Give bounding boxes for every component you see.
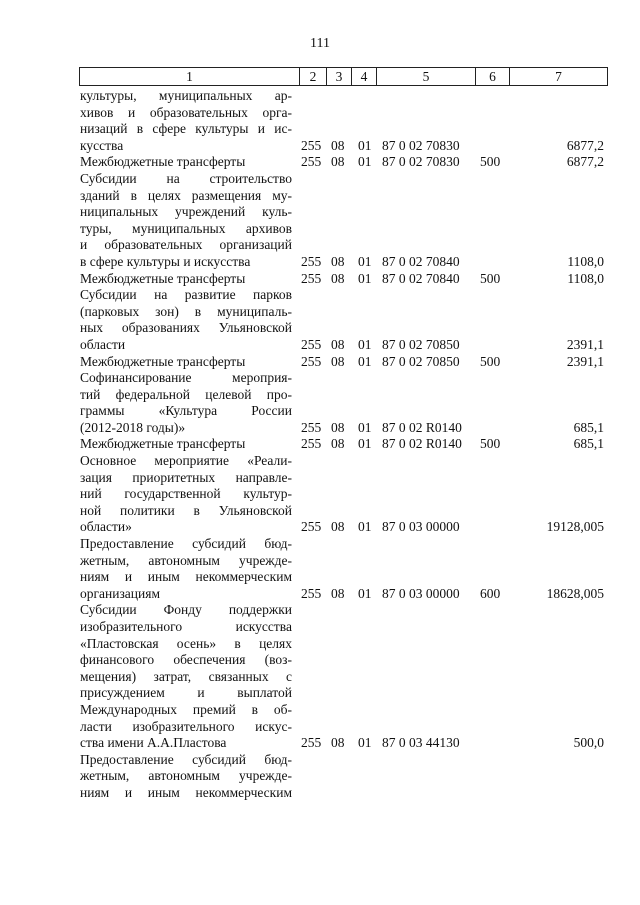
row-name-line: ниям и иным некоммерческим [80, 569, 292, 585]
row-name-line: (парковых зон) в муниципаль- [80, 303, 292, 319]
row-name-line: зданий в целях размещения му- [80, 187, 292, 203]
subsection-code: 01 [358, 336, 372, 352]
row-name-line: Предоставление субсидий бюд- [80, 751, 292, 767]
row-name-line: и образовательных организаций [80, 237, 292, 253]
amount-value: 18628,005 [546, 585, 604, 601]
header-col-amount: 7 [509, 68, 607, 85]
admin-code: 255 [301, 137, 322, 153]
admin-code: 255 [301, 154, 322, 170]
row-codes [0, 354, 640, 371]
target-article-code: 87 0 03 44130 [382, 735, 460, 751]
row-name-line: ных образованиях Ульяновской [80, 320, 292, 336]
admin-code: 255 [301, 585, 322, 601]
subsection-code: 01 [358, 353, 372, 369]
table-row [0, 370, 640, 436]
row-name-line: Основное мероприятие «Реали- [80, 453, 292, 469]
section-code: 08 [331, 353, 345, 369]
table-header [79, 67, 608, 86]
subsection-code: 01 [358, 154, 372, 170]
table-row [0, 602, 640, 751]
row-name-line: Межбюджетные трансферты [80, 436, 246, 452]
row-name-line: хивов и образовательных орга- [80, 104, 292, 120]
admin-code: 255 [301, 253, 322, 269]
row-codes [0, 271, 640, 288]
row-name-line: ний государственной культур- [80, 486, 292, 502]
amount-value: 685,1 [573, 419, 604, 435]
row-name-line: жетным, автономным учрежде- [80, 768, 292, 784]
table-row [0, 171, 640, 271]
amount-value: 1108,0 [567, 253, 604, 269]
row-name-line: Межбюджетные трансферты [80, 353, 246, 369]
section-code: 08 [331, 137, 345, 153]
row-name-line: «Пластовская осень» в целях [80, 635, 292, 651]
admin-code: 255 [301, 519, 322, 535]
header-col-section: 3 [326, 68, 351, 85]
row-name-line: ства имени А.А.Пластова [80, 735, 227, 751]
target-article-code: 87 0 02 70840 [382, 270, 460, 286]
row-name-line: кусства [80, 137, 124, 153]
section-code: 08 [331, 735, 345, 751]
table-row [0, 536, 640, 602]
table-row [0, 436, 640, 453]
row-codes [0, 420, 640, 437]
target-article-code: 87 0 02 70850 [382, 353, 460, 369]
row-name-line: зация приоритетных направле- [80, 469, 292, 485]
row-name-line: (2012-2018 годы)» [80, 419, 186, 435]
row-name-line: области [80, 336, 126, 352]
subsection-code: 01 [358, 585, 372, 601]
row-codes [0, 519, 640, 536]
subsection-code: 01 [358, 270, 372, 286]
row-name-line: туры, муниципальных архивов [80, 220, 292, 236]
row-name-cell [80, 602, 292, 751]
amount-value: 500,0 [573, 735, 604, 751]
header-col-target-article: 5 [376, 68, 475, 85]
admin-code: 255 [301, 735, 322, 751]
admin-code: 255 [301, 336, 322, 352]
target-article-code: 87 0 02 R0140 [382, 436, 462, 452]
header-col-admin: 2 [299, 68, 326, 85]
row-name-line: Предоставление субсидий бюд- [80, 536, 292, 552]
row-name-line: в сфере культуры и искусства [80, 253, 251, 269]
section-code: 08 [331, 419, 345, 435]
section-code: 08 [331, 436, 345, 452]
section-code: 08 [331, 519, 345, 535]
table-row [0, 88, 640, 154]
table-row [0, 752, 640, 802]
row-name-line: Международных премий в об- [80, 701, 292, 717]
table-row [0, 271, 640, 288]
table-row [0, 354, 640, 371]
table-body [0, 88, 640, 802]
subsection-code: 01 [358, 735, 372, 751]
expense-type-code: 500 [480, 154, 501, 170]
target-article-code: 87 0 02 70830 [382, 137, 460, 153]
admin-code: 255 [301, 270, 322, 286]
section-code: 08 [331, 154, 345, 170]
target-article-code: 87 0 02 70850 [382, 336, 460, 352]
row-name-line: ной политики в Ульяновской [80, 502, 292, 518]
target-article-code: 87 0 03 00000 [382, 585, 460, 601]
section-code: 08 [331, 585, 345, 601]
admin-code: 255 [301, 353, 322, 369]
row-name-line: ласти изобразительного искус- [80, 718, 292, 734]
row-codes [0, 785, 640, 802]
target-article-code: 87 0 02 70840 [382, 253, 460, 269]
row-name-line: Софинансирование мероприя- [80, 370, 292, 386]
row-codes [0, 154, 640, 171]
expense-type-code: 500 [480, 353, 501, 369]
header-col-name: 1 [186, 69, 193, 84]
table-row [0, 154, 640, 171]
row-name-line: Субсидии Фонду поддержки [80, 602, 292, 618]
subsection-code: 01 [358, 137, 372, 153]
row-name-line: области» [80, 519, 132, 535]
row-name-line: финансового обеспечения (воз- [80, 652, 292, 668]
row-name-line: изобразительного искусства [80, 619, 292, 634]
table-row [0, 287, 640, 353]
amount-value: 6877,2 [566, 137, 604, 153]
subsection-code: 01 [358, 436, 372, 452]
row-name-line: Субсидии на развитие парков [80, 287, 292, 303]
row-name-line: ниципальных учреждений куль- [80, 204, 292, 220]
row-name-line: присуждением и выплатой [80, 685, 292, 701]
subsection-code: 01 [358, 419, 372, 435]
page-number: 111 [310, 36, 330, 51]
row-codes [0, 735, 640, 752]
expense-type-code: 500 [480, 436, 501, 452]
row-name-line: низаций в сфере культуры и ис- [80, 121, 292, 137]
admin-code: 255 [301, 436, 322, 452]
row-codes [0, 138, 640, 155]
row-codes [0, 254, 640, 271]
subsection-code: 01 [358, 519, 372, 535]
row-name-line: жетным, автономным учрежде- [80, 552, 292, 568]
section-code: 08 [331, 336, 345, 352]
header-col-subsection: 4 [351, 68, 376, 85]
target-article-code: 87 0 02 R0140 [382, 419, 462, 435]
header-col-expense-type: 6 [475, 68, 509, 85]
row-name-line: Субсидии на строительство [80, 170, 292, 186]
section-code: 08 [331, 270, 345, 286]
expense-type-code: 600 [480, 585, 501, 601]
amount-value: 2391,1 [566, 353, 604, 369]
amount-value: 685,1 [573, 436, 604, 452]
table-row [0, 453, 640, 536]
target-article-code: 87 0 03 00000 [382, 519, 460, 535]
row-name-line: ниям и иным некоммерческим [80, 784, 292, 800]
amount-value: 19128,005 [546, 519, 604, 535]
row-name-line: культуры, муниципальных ар- [80, 88, 292, 103]
row-name-line: Межбюджетные трансферты [80, 270, 246, 286]
section-code: 08 [331, 253, 345, 269]
row-name-line: граммы «Культура России [80, 403, 292, 419]
amount-value: 6877,2 [566, 154, 604, 170]
row-codes [0, 436, 640, 453]
amount-value: 2391,1 [566, 336, 604, 352]
admin-code: 255 [301, 419, 322, 435]
row-codes [0, 586, 640, 603]
row-name-line: мещения) затрат, связанных с [80, 668, 292, 684]
expense-type-code: 500 [480, 270, 501, 286]
row-name-line: Межбюджетные трансферты [80, 154, 246, 170]
row-codes [0, 337, 640, 354]
subsection-code: 01 [358, 253, 372, 269]
target-article-code: 87 0 02 70830 [382, 154, 460, 170]
amount-value: 1108,0 [567, 270, 604, 286]
row-name-line: тий федеральной целевой про- [80, 386, 292, 402]
row-name-line: организациям [80, 585, 161, 601]
